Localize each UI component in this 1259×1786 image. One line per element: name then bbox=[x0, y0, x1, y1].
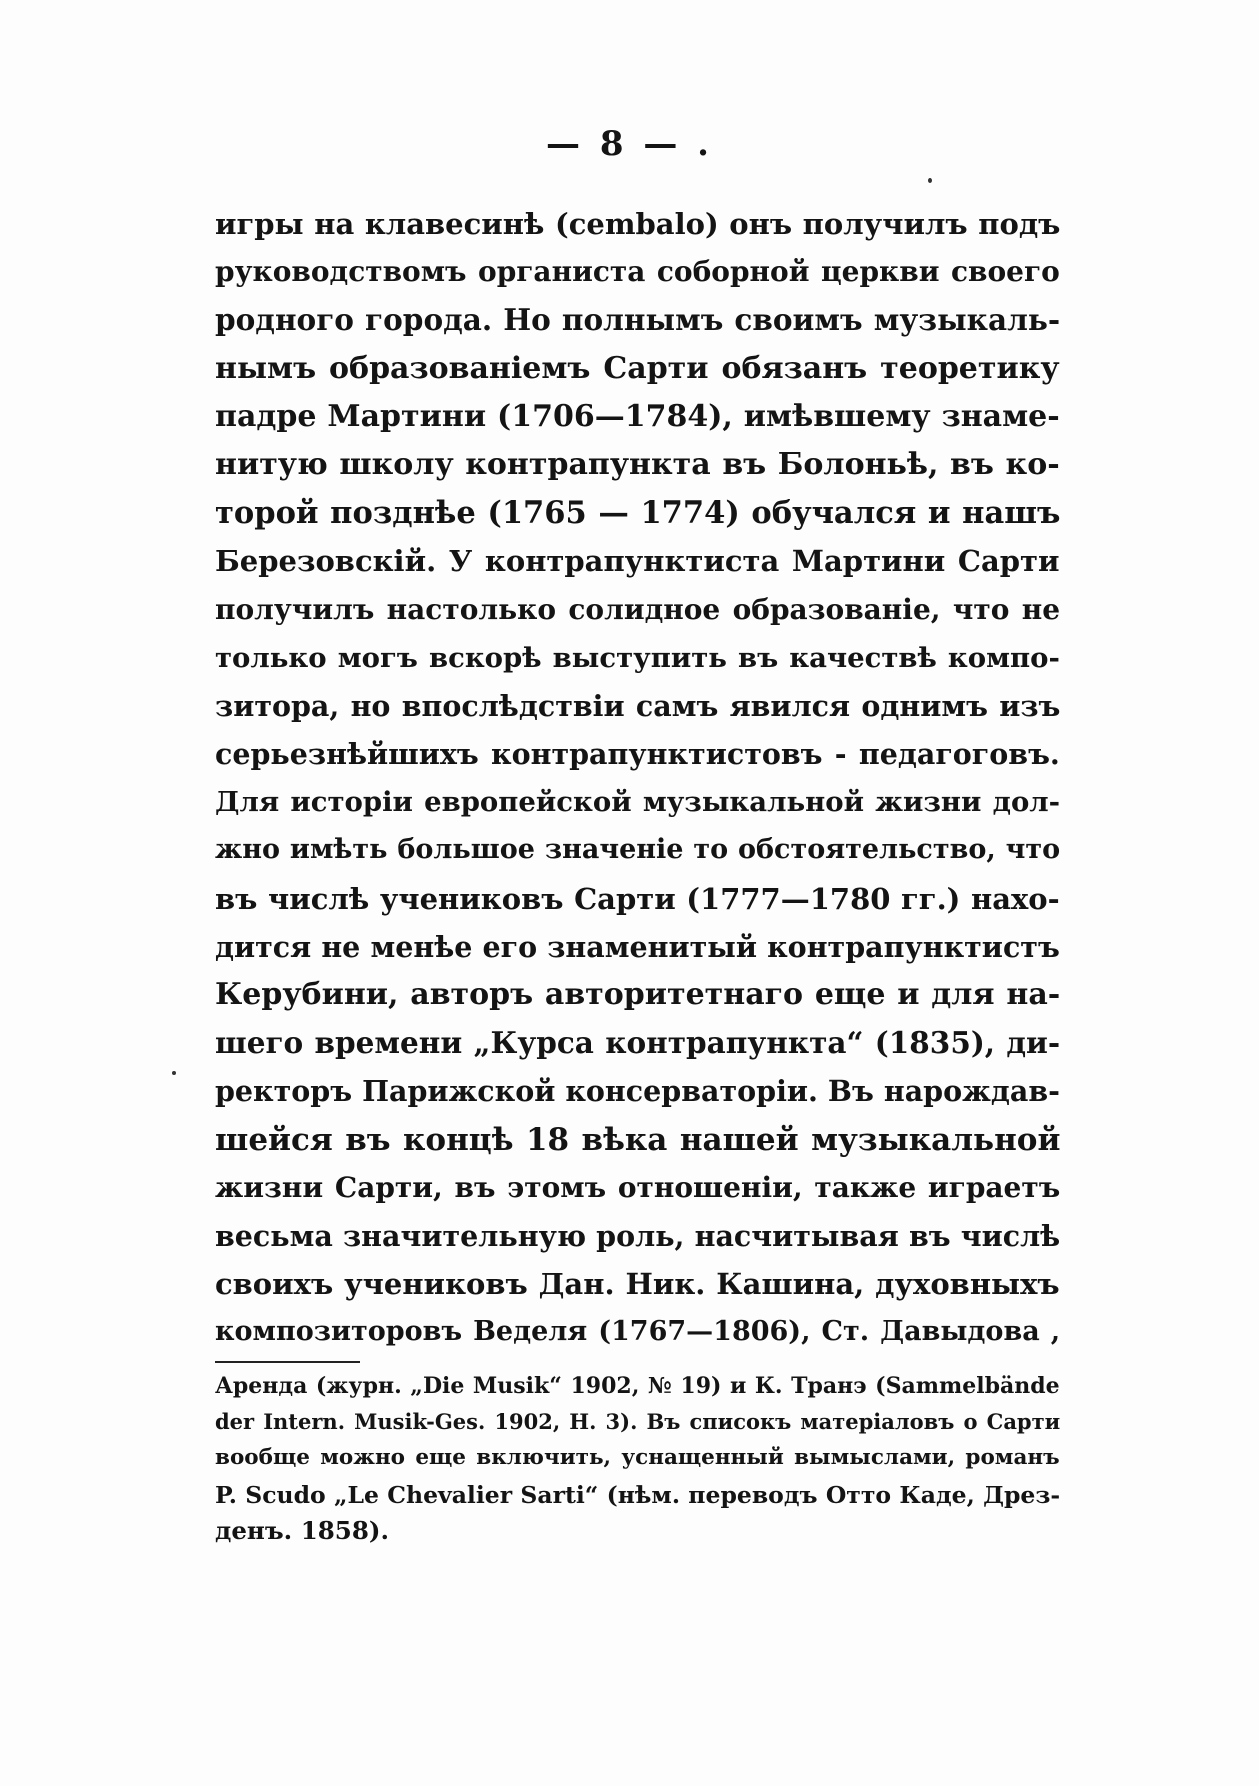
text-line: серьезнѣйшихъ контрапунктистовъ - педагоговъ. bbox=[215, 737, 1060, 772]
text-line: жно имѣть большое значеніе то обстоятельство, что bbox=[215, 834, 1061, 866]
text-line: въ числѣ учениковъ Сарти (1777—1780 гг.) нахо- bbox=[215, 881, 1060, 916]
print-speck bbox=[172, 1071, 176, 1075]
text-line: шего времени „Курса контрапункта“ (1835), ди- bbox=[215, 1025, 1061, 1061]
text-line: падре Мартини (1706—1784), имѣвшему знаме- bbox=[215, 398, 1060, 434]
footnote-line: P. Scudo „Le Chevalier Sarti“ (нѣм. переводъ Отто Каде, Дрез- bbox=[215, 1480, 1061, 1509]
text-line: ректоръ Парижской консерваторіи. Въ нарождав- bbox=[215, 1074, 1060, 1109]
print-speck bbox=[928, 178, 932, 183]
text-line: нымъ образованіемъ Сарти обязанъ теоретику bbox=[215, 350, 1060, 386]
text-line: Керубини, авторъ авторитетнаго еще и для на- bbox=[215, 977, 1061, 1012]
page-number: — 8 — . bbox=[545, 124, 713, 164]
text-line: Для исторіи европейской музыкальной жизни дол- bbox=[215, 786, 1061, 819]
main-text bbox=[215, 200, 1060, 1357]
text-line: получилъ настолько солидное образованіе, что не bbox=[215, 592, 1061, 626]
text-line: весьма значительную роль, насчитывая въ числѣ bbox=[215, 1218, 1061, 1253]
footnote-line: денъ. 1858). bbox=[215, 1515, 390, 1545]
text-line: Березовскій. У контрапунктиста Мартини Сарти bbox=[215, 544, 1060, 579]
text-line: руководствомъ органиста соборной церкви своего bbox=[215, 255, 1060, 289]
text-line: своихъ учениковъ Дан. Ник. Кашина, духовныхъ bbox=[215, 1267, 1060, 1302]
footnote-divider bbox=[215, 1361, 360, 1363]
text-line: игры на клавесинѣ (cembalo) онъ получилъ подъ bbox=[215, 207, 1061, 241]
footnote-line: Аренда (журн. „Die Musik“ 1902, № 19) и К. Транэ (Sammelbände bbox=[215, 1373, 1060, 1399]
footnote-line: вообще можно еще включить, уснащенный вымыслами, романъ bbox=[215, 1445, 1060, 1471]
text-line: родного города. Но полнымъ своимъ музыкаль- bbox=[215, 302, 1061, 338]
text-line: только могъ вскорѣ выступить въ качествѣ компо- bbox=[215, 641, 1060, 674]
footnote-line: der Intern. Musik-Ges. 1902, H. 3). Въ списокъ матеріаловъ о Сарти bbox=[215, 1409, 1061, 1435]
text-line: шейся въ концѣ 18 вѣка нашей музыкальной bbox=[215, 1121, 1061, 1158]
text-line: дится не менѣе его знаменитый контрапунктистъ bbox=[215, 929, 1060, 964]
text-line: жизни Сарти, въ этомъ отношеніи, также играетъ bbox=[215, 1170, 1061, 1204]
footnote bbox=[215, 1368, 1060, 1549]
text-line: нитую школу контрапункта въ Болоньѣ, въ ко- bbox=[215, 446, 1060, 482]
text-line: композиторовъ Веделя (1767—1806), Ст. Давыдова , bbox=[215, 1316, 1061, 1348]
text-line: торой позднѣе (1765 — 1774) обучался и нашъ bbox=[215, 495, 1061, 532]
text-line: зитора, но впослѣдствіи самъ явился однимъ изъ bbox=[215, 688, 1061, 723]
